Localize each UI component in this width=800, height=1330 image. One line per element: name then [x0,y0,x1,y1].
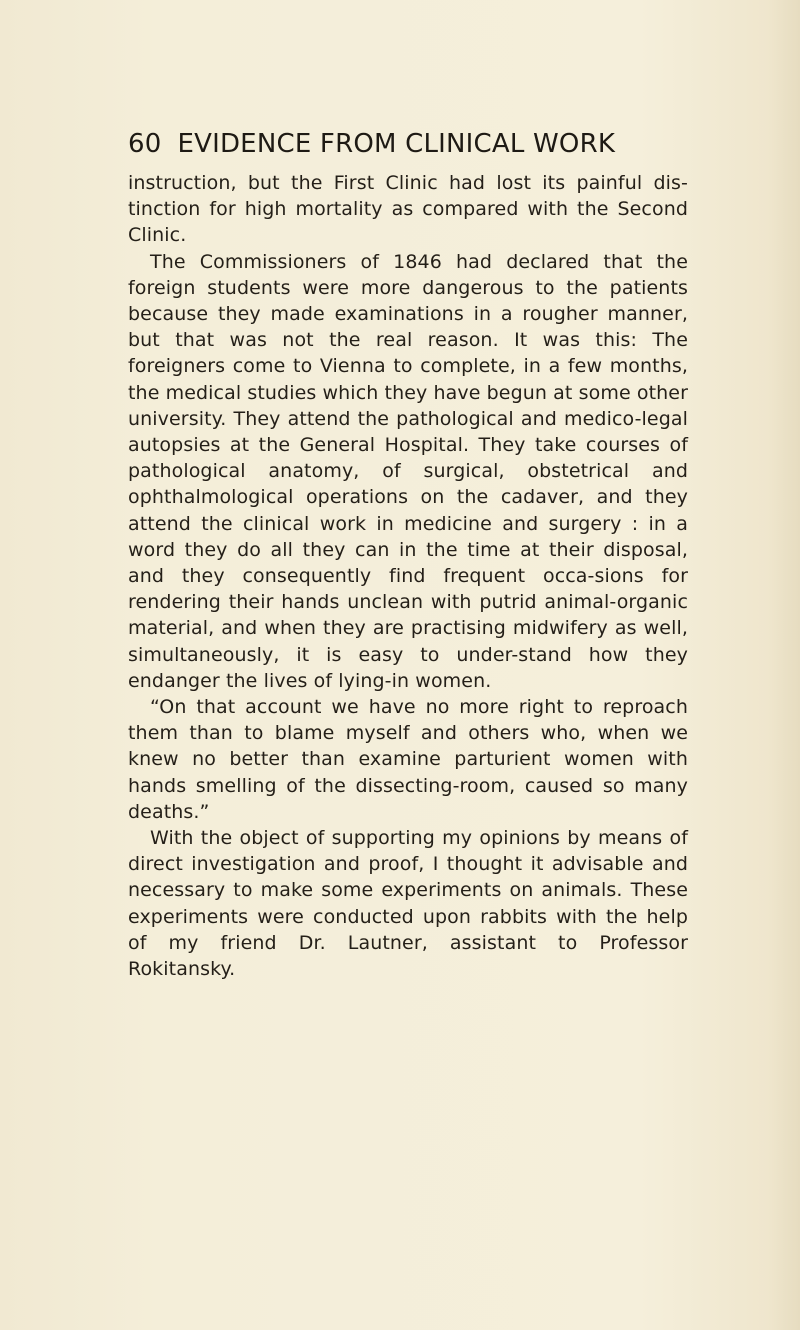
paragraph: instruction, but the First Clinic had lost its painful dis-tinction for high mortality as compared with the Second Clinic. [128,172,688,247]
page-number: 60 [128,129,162,159]
paragraph: With the object of supporting my opinions by means of direct investigation and proof, I thought it advisable and necessary to make some experiments on animals. These experiments were conducted upon rabbits with the help of my friend Dr. Lautner, assistant to Professor Rokitansky. [128,827,688,981]
paragraph: “On that account we have no more right to reproach them than to blame myself and others who, when we knew no better than examine parturient women with hands smelling of the dissecting-room, caused so many deaths.” [128,696,688,823]
paragraph: The Commissioners of 1846 had declared that the foreign students were more dangerous to the patients because they made examinations in a rougher manner, but that was not the real reason. It was this: The foreigners come to Vienna to complete, in a few months, the medical studies which they have begun at some other university. They attend the pathological and medico-legal autopsies at the General Hospital. They take courses of pathological anatomy, of surgical, obstetrical and ophthalmological operations on the cadaver, and they attend the clinical work in medicine and surgery : in a word they do all they can in the time at their disposal, and they consequently find frequent occa-sions for rendering their hands unclean with putrid animal-organic material, and when they are practising midwifery as well, simultaneously, it is easy to under-stand how they endanger the lives of lying-in women. [128,250,688,692]
running-title: EVIDENCE FROM CLINICAL WORK [177,129,616,159]
page-header [128,129,688,159]
body-text [128,170,688,982]
